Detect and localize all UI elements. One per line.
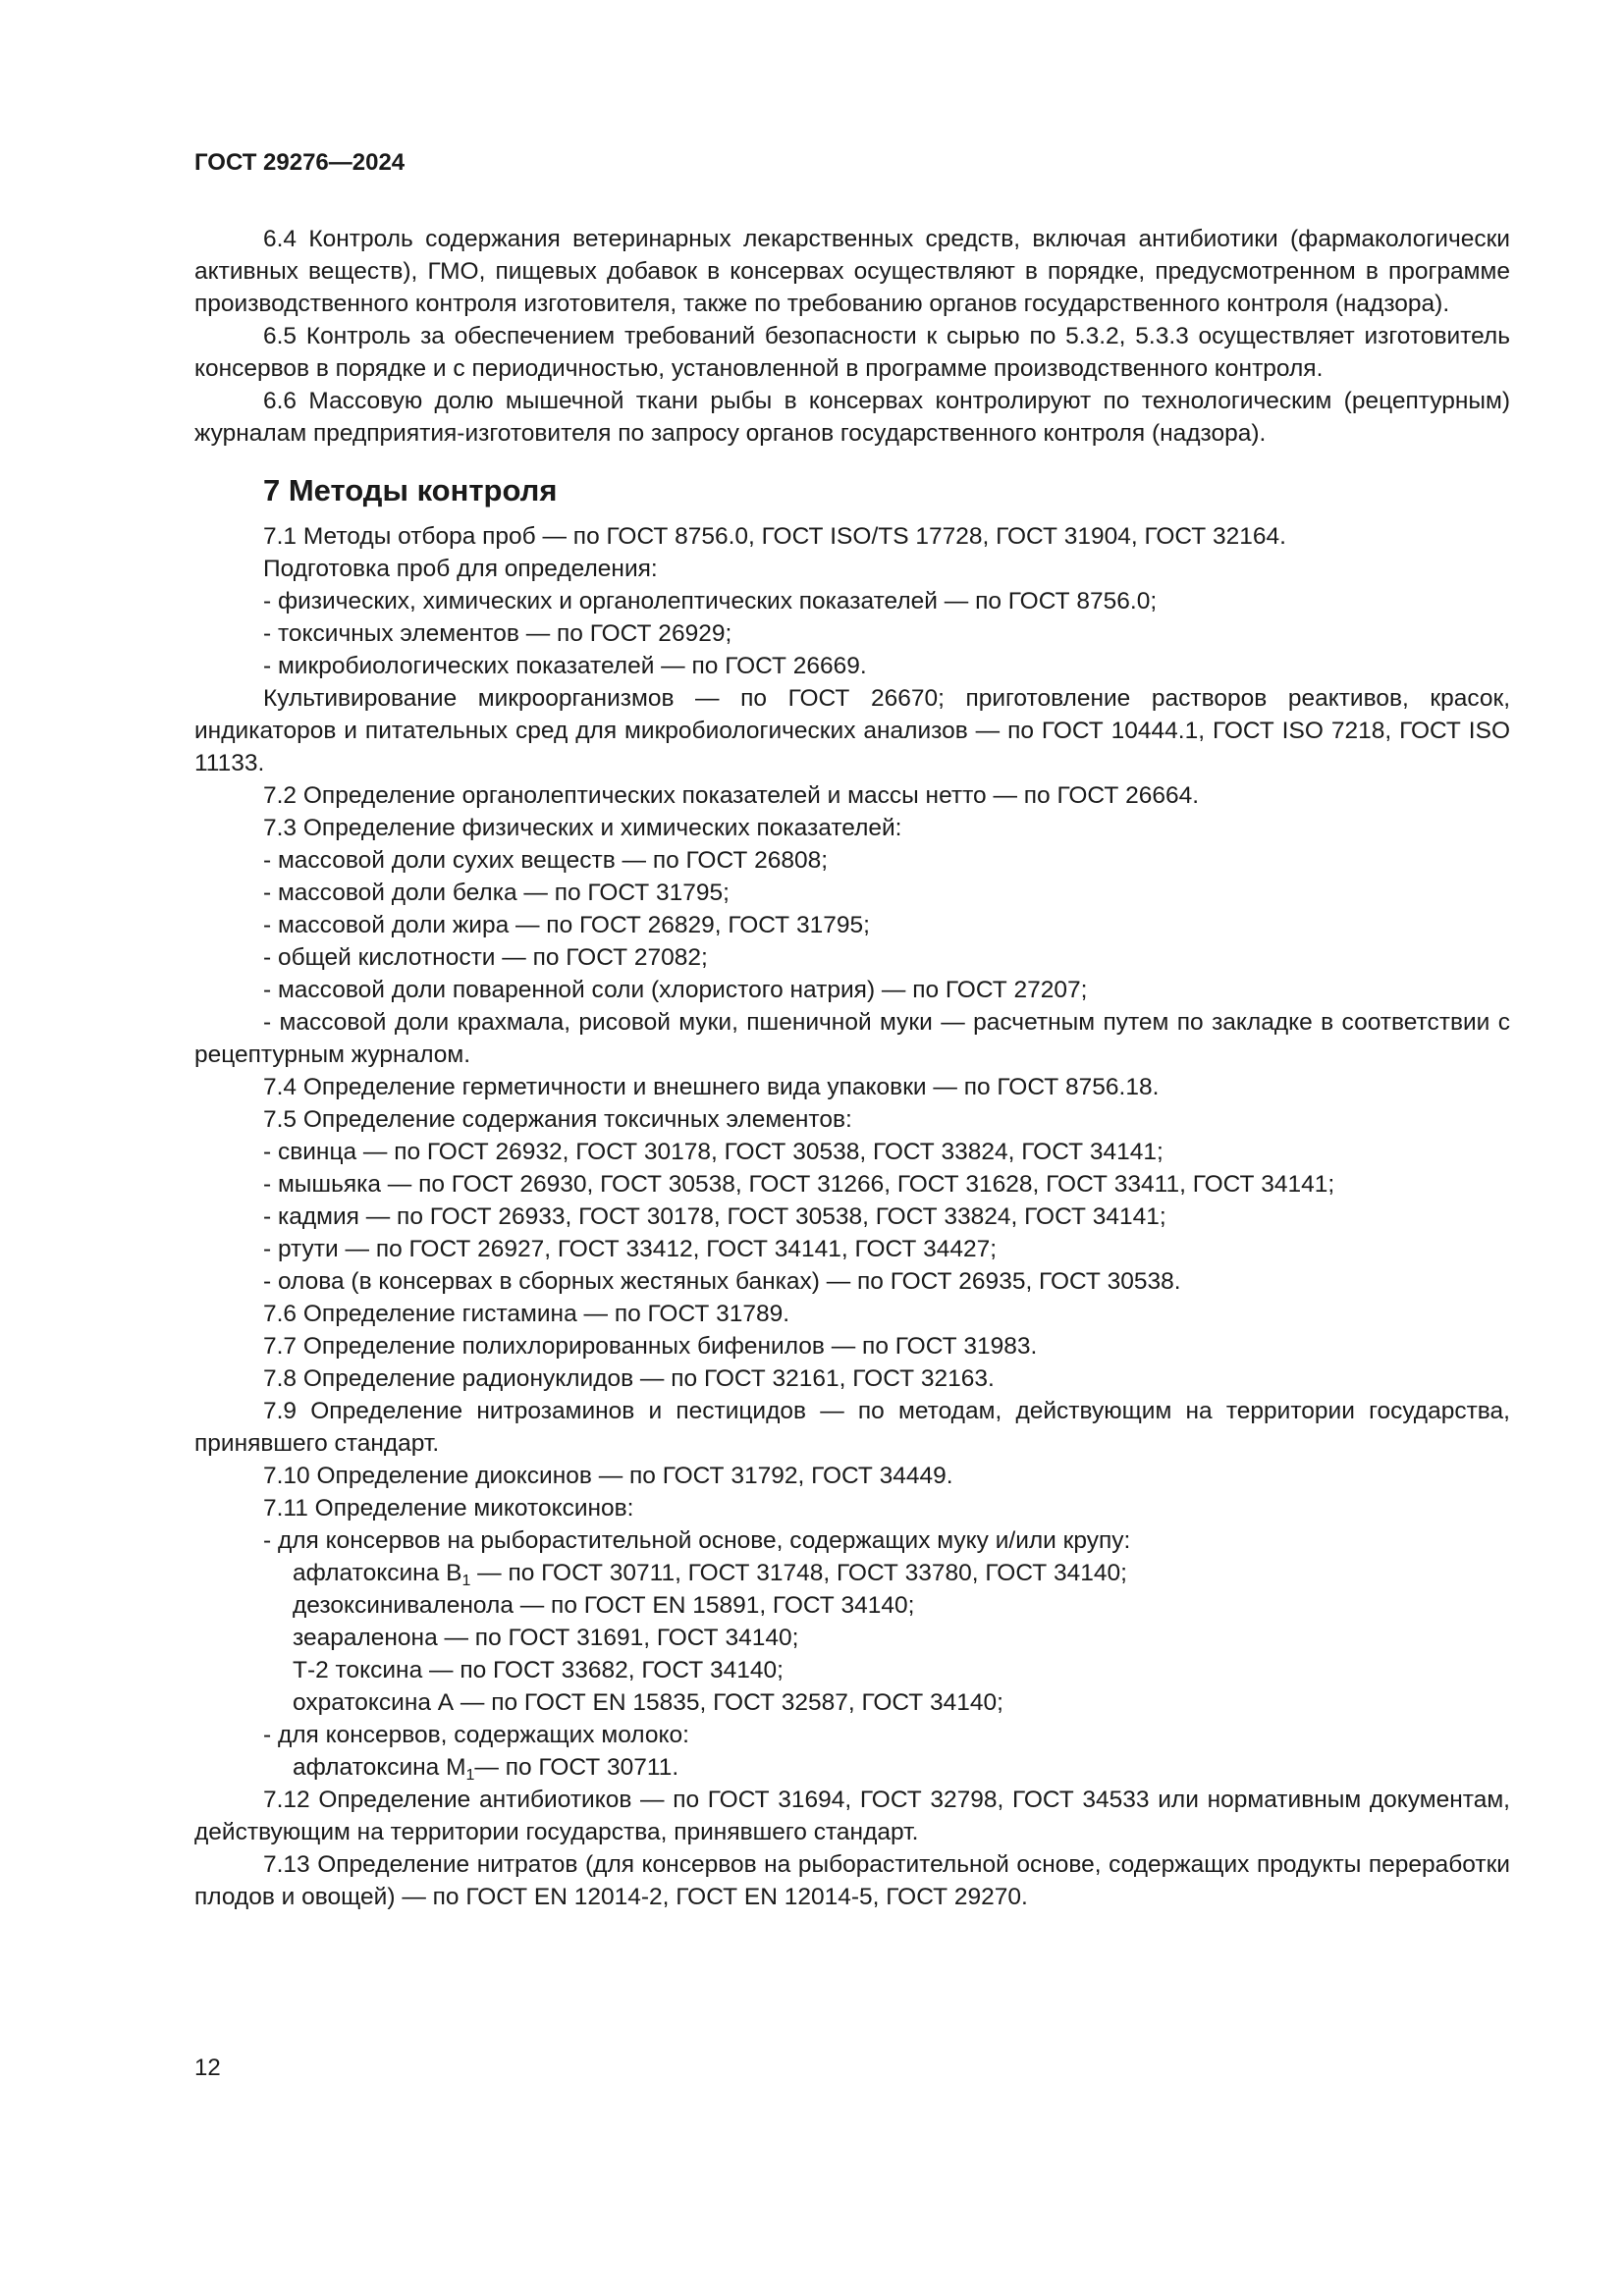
list-subitem	[194, 1557, 1510, 1589]
subitem-text: афлатоксина М	[293, 1754, 466, 1781]
list-item: - массовой доли белка — по ГОСТ 31795;	[263, 880, 730, 906]
list-item: - массовой доли крахмала, рисовой муки, пшеничной муки — расчетным путем по закладке в соответствии с рецептурным журналом.	[194, 1009, 1510, 1068]
list-item: - кадмия — по ГОСТ 26933, ГОСТ 30178, ГОСТ 30538, ГОСТ 33824, ГОСТ 34141;	[263, 1203, 1166, 1230]
list-item: - общей кислотности — по ГОСТ 27082;	[263, 944, 708, 971]
list-subitem: дезоксиниваленола — по ГОСТ EN 15891, ГОСТ 34140;	[293, 1592, 915, 1619]
paragraph-7-11: 7.11 Определение микотоксинов:	[263, 1495, 634, 1522]
list-item: - для консервов, содержащих молоко:	[263, 1722, 689, 1748]
list-item: - массовой доли поваренной соли (хлористого натрия) — по ГОСТ 27207;	[263, 977, 1088, 1003]
list-item: - физических, химических и органолептических показателей — по ГОСТ 8756.0;	[263, 588, 1158, 614]
document-header: ГОСТ 29276—2024	[194, 149, 406, 176]
paragraph-7-7: 7.7 Определение полихлорированных бифенилов — по ГОСТ 31983.	[263, 1333, 1038, 1360]
list-subitem: зеараленона — по ГОСТ 31691, ГОСТ 34140;	[293, 1625, 799, 1651]
list-item: - токсичных элементов — по ГОСТ 26929;	[263, 620, 732, 647]
paragraph-6-5: 6.5 Контроль за обеспечением требований безопасности к сырью по 5.3.2, 5.3.3 осуществляет изготовитель консервов в порядке и с периодичностью, установленной в программе производственного контроля.	[194, 323, 1510, 382]
subscript: 1	[461, 1573, 471, 1589]
subitem-text: — по ГОСТ 30711.	[474, 1754, 679, 1781]
list-subitem: Т-2 токсина — по ГОСТ 33682, ГОСТ 34140;	[293, 1657, 784, 1683]
paragraph-7-5: 7.5 Определение содержания токсичных элементов:	[263, 1106, 852, 1133]
list-item: - микробиологических показателей — по ГОСТ 26669.	[263, 653, 867, 679]
paragraph-6-4: 6.4 Контроль содержания ветеринарных лекарственных средств, включая антибиотики (фармакологически активных веществ), ГМО, пищевых добавок в консервах осуществляют в порядке, предусмотренном в программе производственного контроля изготовителя, также по требованию органов государственного контроля (надзора).	[194, 226, 1510, 317]
page-number: 12	[194, 2055, 221, 2081]
paragraph-6-6: 6.6 Массовую долю мышечной ткани рыбы в консервах контролируют по технологическим (рецептурным) журналам предприятия-изготовителя по запросу органов государственного контроля (надзора).	[194, 388, 1510, 447]
subitem-text: афлатоксина В	[293, 1560, 462, 1586]
subscript: 1	[465, 1767, 475, 1784]
list-item: - олова (в консервах в сборных жестяных банках) — по ГОСТ 26935, ГОСТ 30538.	[263, 1268, 1181, 1295]
list-item: - для консервов на рыборастительной основе, содержащих муку и/или крупу:	[263, 1527, 1131, 1554]
paragraph-7-1: 7.1 Методы отбора проб — по ГОСТ 8756.0, ГОСТ ISO/TS 17728, ГОСТ 31904, ГОСТ 32164.	[263, 523, 1286, 550]
paragraph-7-13: 7.13 Определение нитратов (для консервов на рыборастительной основе, содержащих продукты переработки плодов и овощей) — по ГОСТ EN 12014-2, ГОСТ EN 12014-5, ГОСТ 29270.	[194, 1851, 1510, 1910]
paragraph-7-10: 7.10 Определение диоксинов — по ГОСТ 31792, ГОСТ 34449.	[263, 1463, 953, 1489]
paragraph-7-1-prep: Подготовка проб для определения:	[263, 556, 658, 582]
paragraph-7-6: 7.6 Определение гистамина — по ГОСТ 31789.	[263, 1301, 790, 1327]
list-subitem	[194, 1751, 1510, 1784]
paragraph-7-2: 7.2 Определение органолептических показателей и массы нетто — по ГОСТ 26664.	[263, 782, 1200, 809]
paragraph-7-4: 7.4 Определение герметичности и внешнего вида упаковки — по ГОСТ 8756.18.	[263, 1074, 1160, 1100]
section-7-title: 7 Методы контроля	[263, 473, 558, 507]
subitem-text: — по ГОСТ 30711, ГОСТ 31748, ГОСТ 33780, ГОСТ 34140;	[470, 1560, 1127, 1586]
list-item: - ртути — по ГОСТ 26927, ГОСТ 33412, ГОСТ 34141, ГОСТ 34427;	[263, 1236, 998, 1262]
list-item: - свинца — по ГОСТ 26932, ГОСТ 30178, ГОСТ 30538, ГОСТ 33824, ГОСТ 34141;	[263, 1139, 1164, 1165]
paragraph-7-9: 7.9 Определение нитрозаминов и пестицидов — по методам, действующим на территории государства, принявшего стандарт.	[194, 1398, 1510, 1457]
list-item: - массовой доли сухих веществ — по ГОСТ 26808;	[263, 847, 829, 874]
document-body	[194, 223, 1510, 1913]
list-item: - мышьяка — по ГОСТ 26930, ГОСТ 30538, ГОСТ 31266, ГОСТ 31628, ГОСТ 33411, ГОСТ 34141;	[263, 1171, 1335, 1198]
paragraph-7-1-cultivation: Культивирование микроорганизмов — по ГОСТ 26670; приготовление растворов реактивов, красок, индикаторов и питательных сред для микробиологических анализов — по ГОСТ 10444.1, ГОСТ ISO 7218, ГОСТ ISO 11133.	[194, 685, 1510, 776]
paragraph-7-3: 7.3 Определение физических и химических показателей:	[263, 815, 902, 841]
list-item: - массовой доли жира — по ГОСТ 26829, ГОСТ 31795;	[263, 912, 870, 938]
paragraph-7-12: 7.12 Определение антибиотиков — по ГОСТ 31694, ГОСТ 32798, ГОСТ 34533 или нормативным документам, действующим на территории государства, принявшего стандарт.	[194, 1787, 1510, 1845]
paragraph-7-8: 7.8 Определение радионуклидов — по ГОСТ 32161, ГОСТ 32163.	[263, 1365, 995, 1392]
list-subitem: охратоксина А — по ГОСТ EN 15835, ГОСТ 32587, ГОСТ 34140;	[293, 1689, 1003, 1716]
